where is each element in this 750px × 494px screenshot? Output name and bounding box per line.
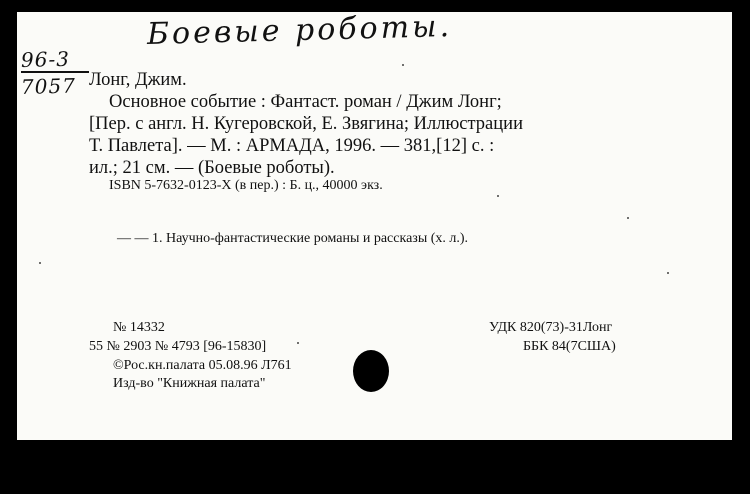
footer-chamber: ©Рос.кн.палата 05.08.96 Л761 [113,358,292,373]
scan-speck [667,272,669,274]
footer-number: № 14332 [113,320,165,335]
handwritten-series-title: Боевые роботы. [146,9,453,52]
catalog-card [17,9,732,440]
footer-publisher: Изд-во "Книжная палата" [113,376,266,391]
entry-subject: — — 1. Научно-фантастические романы и рассказы (х. л.). [117,231,469,246]
entry-title-line: Основное событие : Фантаст. роман / Джим Лонг; [109,92,502,112]
scan-speck [297,342,299,344]
scan-speck [39,262,41,264]
handwritten-code-top: 96-3 [20,46,71,72]
scan-speck [402,64,404,66]
footer-registration: 55 № 2903 № 4793 [96-15830] [89,339,267,354]
scan-speck [627,217,629,219]
ink-blot [353,350,389,392]
entry-isbn: ISBN 5-7632-0123-Х (в пер.) : Б. ц., 40000 экз. [109,178,383,193]
entry-author: Лонг, Джим. [89,70,187,90]
scan-speck [497,195,499,197]
handwritten-underline [21,71,89,73]
bbk-code: ББК 84(7США) [523,339,616,354]
udk-code: УДК 820(73)-31Лонг [489,320,613,335]
entry-imprint-line: Т. Павлета]. — М. : АРМАДА, 1996. — 381,[12] с. : [89,136,495,156]
handwritten-code-bottom: 7057 [20,73,77,99]
entry-physical-line: ил.; 21 см. — (Боевые роботы). [89,158,335,178]
entry-translators-line: [Пер. с англ. Н. Кугеровской, Е. Звягина; Иллюстрации [89,114,523,134]
